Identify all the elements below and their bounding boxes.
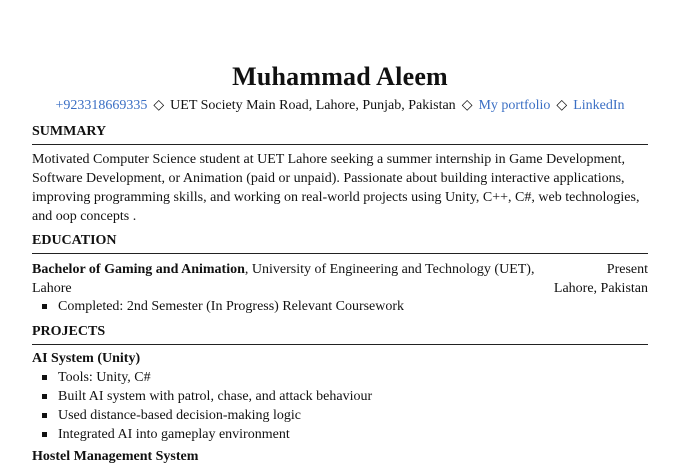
project-bullets (32, 368, 648, 444)
list-item: Integrated AI into gameplay environment (32, 425, 648, 444)
project-title: Hostel Management System (32, 449, 199, 464)
bullet-square-icon (42, 413, 47, 418)
bullet-square-icon (42, 432, 47, 437)
education-city: Lahore (32, 281, 72, 296)
address-text: UET Society Main Road, Lahore, Punjab, Pakistan (170, 98, 456, 113)
degree-title: Bachelor of Gaming and Animation (32, 262, 245, 277)
separator-diamond-icon: ◇ (556, 98, 568, 113)
education-bullets (32, 297, 648, 316)
contact-line (0, 97, 680, 115)
candidate-name: Muhammad Aleem (232, 62, 448, 91)
linkedin-link[interactable]: LinkedIn (573, 98, 625, 113)
education-status: Present (606, 262, 648, 277)
bullet-square-icon (42, 394, 47, 399)
list-item: Used distance-based decision-making logic (32, 406, 648, 425)
project-title: AI System (Unity) (32, 351, 141, 366)
phone-link[interactable]: +923318669335 (55, 98, 148, 113)
list-item: Tools: Unity, C# (32, 368, 648, 387)
list-item: Built AI system with patrol, chase, and attack behaviour (32, 387, 648, 406)
summary-heading: SUMMARY (32, 123, 648, 145)
projects-heading: PROJECTS (32, 323, 648, 345)
education-row (32, 260, 648, 279)
separator-diamond-icon: ◇ (153, 98, 165, 113)
institution-name: , University of Engineering and Technology (UET), (244, 262, 535, 277)
bullet-square-icon (42, 375, 47, 380)
portfolio-link[interactable]: My portfolio (478, 98, 551, 113)
list-item: Completed: 2nd Semester (In Progress) Relevant Coursework (32, 297, 648, 316)
education-heading: EDUCATION (32, 232, 648, 254)
education-location: Lahore, Pakistan (553, 281, 648, 296)
separator-diamond-icon: ◇ (461, 98, 473, 113)
summary-text: Motivated Computer Science student at UET Lahore seeking a summer internship in Game Development, Software Development, or Animation (paid or unpaid). Passionate about building interactive applications, improving programming skills, and working on real-world projects using Unity, C++, C#, web technologies, and oop concepts . (32, 152, 640, 224)
bullet-square-icon (42, 304, 47, 309)
education-location-row (32, 279, 648, 298)
